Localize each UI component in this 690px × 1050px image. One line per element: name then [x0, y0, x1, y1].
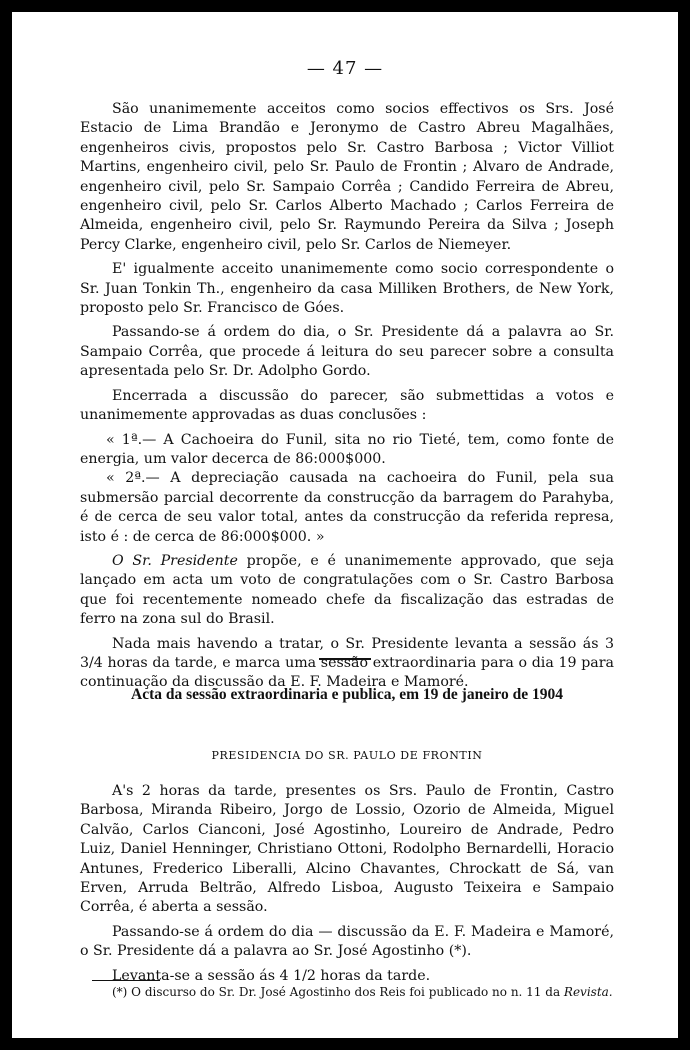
- paragraph-attendance: A's 2 horas da tarde, presentes os Srs. Paulo de Frontin, Castro Barbosa, Miranda Ribeiro, Jorgo de Lossio, Ozorio de Almeida, Miguel Calvão, Carlos Cianconi, José Agostinho, Loureiro de Andrade, Pedro Luiz, Daniel Henninger, Christiano Ottoni, Rodolpho Bernardelli, Horacio Antunes, Frederico Liberalli, Alcino Chavantes, Chrockatt de Sá, van Erven, Arruda Beltrão, Alfredo Lisboa, Augusto Teixeira e Sampaio Corrêa, é aberta a sessão.: [80, 783, 614, 916]
- page-number: — 47 —: [306, 58, 384, 79]
- footnote: [80, 984, 614, 1000]
- session-minutes: [80, 782, 614, 986]
- paragraph-new-members: São unanimemente acceitos como socios effectivos os Srs. José Estacio de Lima Brandão e Jeronymo de Castro Abreu Magalhães, engenheiros civis, propostos pelo Sr. Castro Barbosa ; Victor Villiot Martins, engenheiro civil, pelo Sr. Paulo de Frontin ; Alvaro de Andrade, engenheiro civil, pelo Sr. Sampaio Corrêa ; Candido Ferreira de Abreu, engenheiro civil, pelo Sr. Carlos Alberto Machado ; Carlos Ferreira de Almeida, engenheiro civil, pelo Sr. Raymundo Pereira da Silva ; Joseph Percy Clarke, engenheiro civil, pelo Sr. Carlos de Niemeyer.: [80, 101, 614, 253]
- paragraph-agenda: Passando-se á ordem do dia — discussão da E. F. Madeira e Mamoré, o Sr. Presidente dá a palavra ao Sr. José Agostinho (*).: [80, 923, 614, 960]
- paragraph-adjournment: Levanta-se a sessão ás 4 1/2 horas da tarde.: [112, 967, 431, 984]
- conclusion-2: « 2ª.— A depreciação causada na cachoeira do Funil, pela sua submersão parcial decorrente da construcção da barragem do Parahyba, é de cerca de seu valor total, antes da construcção da referida represa, isto é : de cerca de 86:000$000. »: [80, 470, 614, 545]
- presidency-subheading: PRESIDENCIA DO SR. PAULO DE FRONTIN: [211, 749, 483, 762]
- document-page: [12, 12, 678, 1038]
- minutes-continuation: [80, 100, 614, 693]
- footnote-divider: [92, 980, 160, 981]
- paragraph-order-of-day: Passando-se á ordem do dia, o Sr. Presidente dá a palavra ao Sr. Sampaio Corrêa, que procede á leitura do seu parecer sobre a consulta apresentada pelo Sr. Dr. Adolpho Gordo.: [80, 324, 614, 380]
- paragraph-closing: Nada mais havendo a tratar, o Sr. Presidente levanta a sessão ás 3 3/4 horas da tarde, e marca uma sessão extraordinaria para o dia 19 para continuação da discussão da E. F. Madeira e Mamoré.: [80, 635, 614, 691]
- section-divider: [319, 658, 371, 660]
- speaker-label: O Sr. Presidente: [112, 552, 238, 569]
- paragraph-congratulations: [80, 552, 614, 630]
- footnote-text: (*) O discurso do Sr. Dr. José Agostinho dos Reis foi publicado no n. 11 da: [112, 985, 564, 999]
- footnote-journal: Revista.: [563, 985, 613, 999]
- session-heading: Acta da sessão extraordinaria e publica, em 19 de janeiro de 1904: [131, 686, 563, 703]
- conclusion-1: « 1ª.— A Cachoeira do Funil, sita no rio Tieté, tem, como fonte de energia, um valor decerca de 86:000$000.: [80, 431, 614, 467]
- congratulations-text: propõe, e é unanimemente approvado, que seja lançado em acta um voto de congratulações com o Sr. Castro Barbosa que foi recentemente nomeado chefe da fiscalização das estradas de ferro na zona sul do Brasil.: [80, 552, 615, 628]
- paragraph-vote: Encerrada a discussão do parecer, são submettidas a votos e unanimemente approvadas as duas conclusões :: [80, 387, 614, 424]
- paragraph-correspondent-member: E' igualmente acceito unanimemente como socio correspondente o Sr. Juan Tonkin Th., engenheiro da casa Milliken Brothers, de New York, proposto pelo Sr. Francisco de Góes.: [80, 261, 614, 317]
